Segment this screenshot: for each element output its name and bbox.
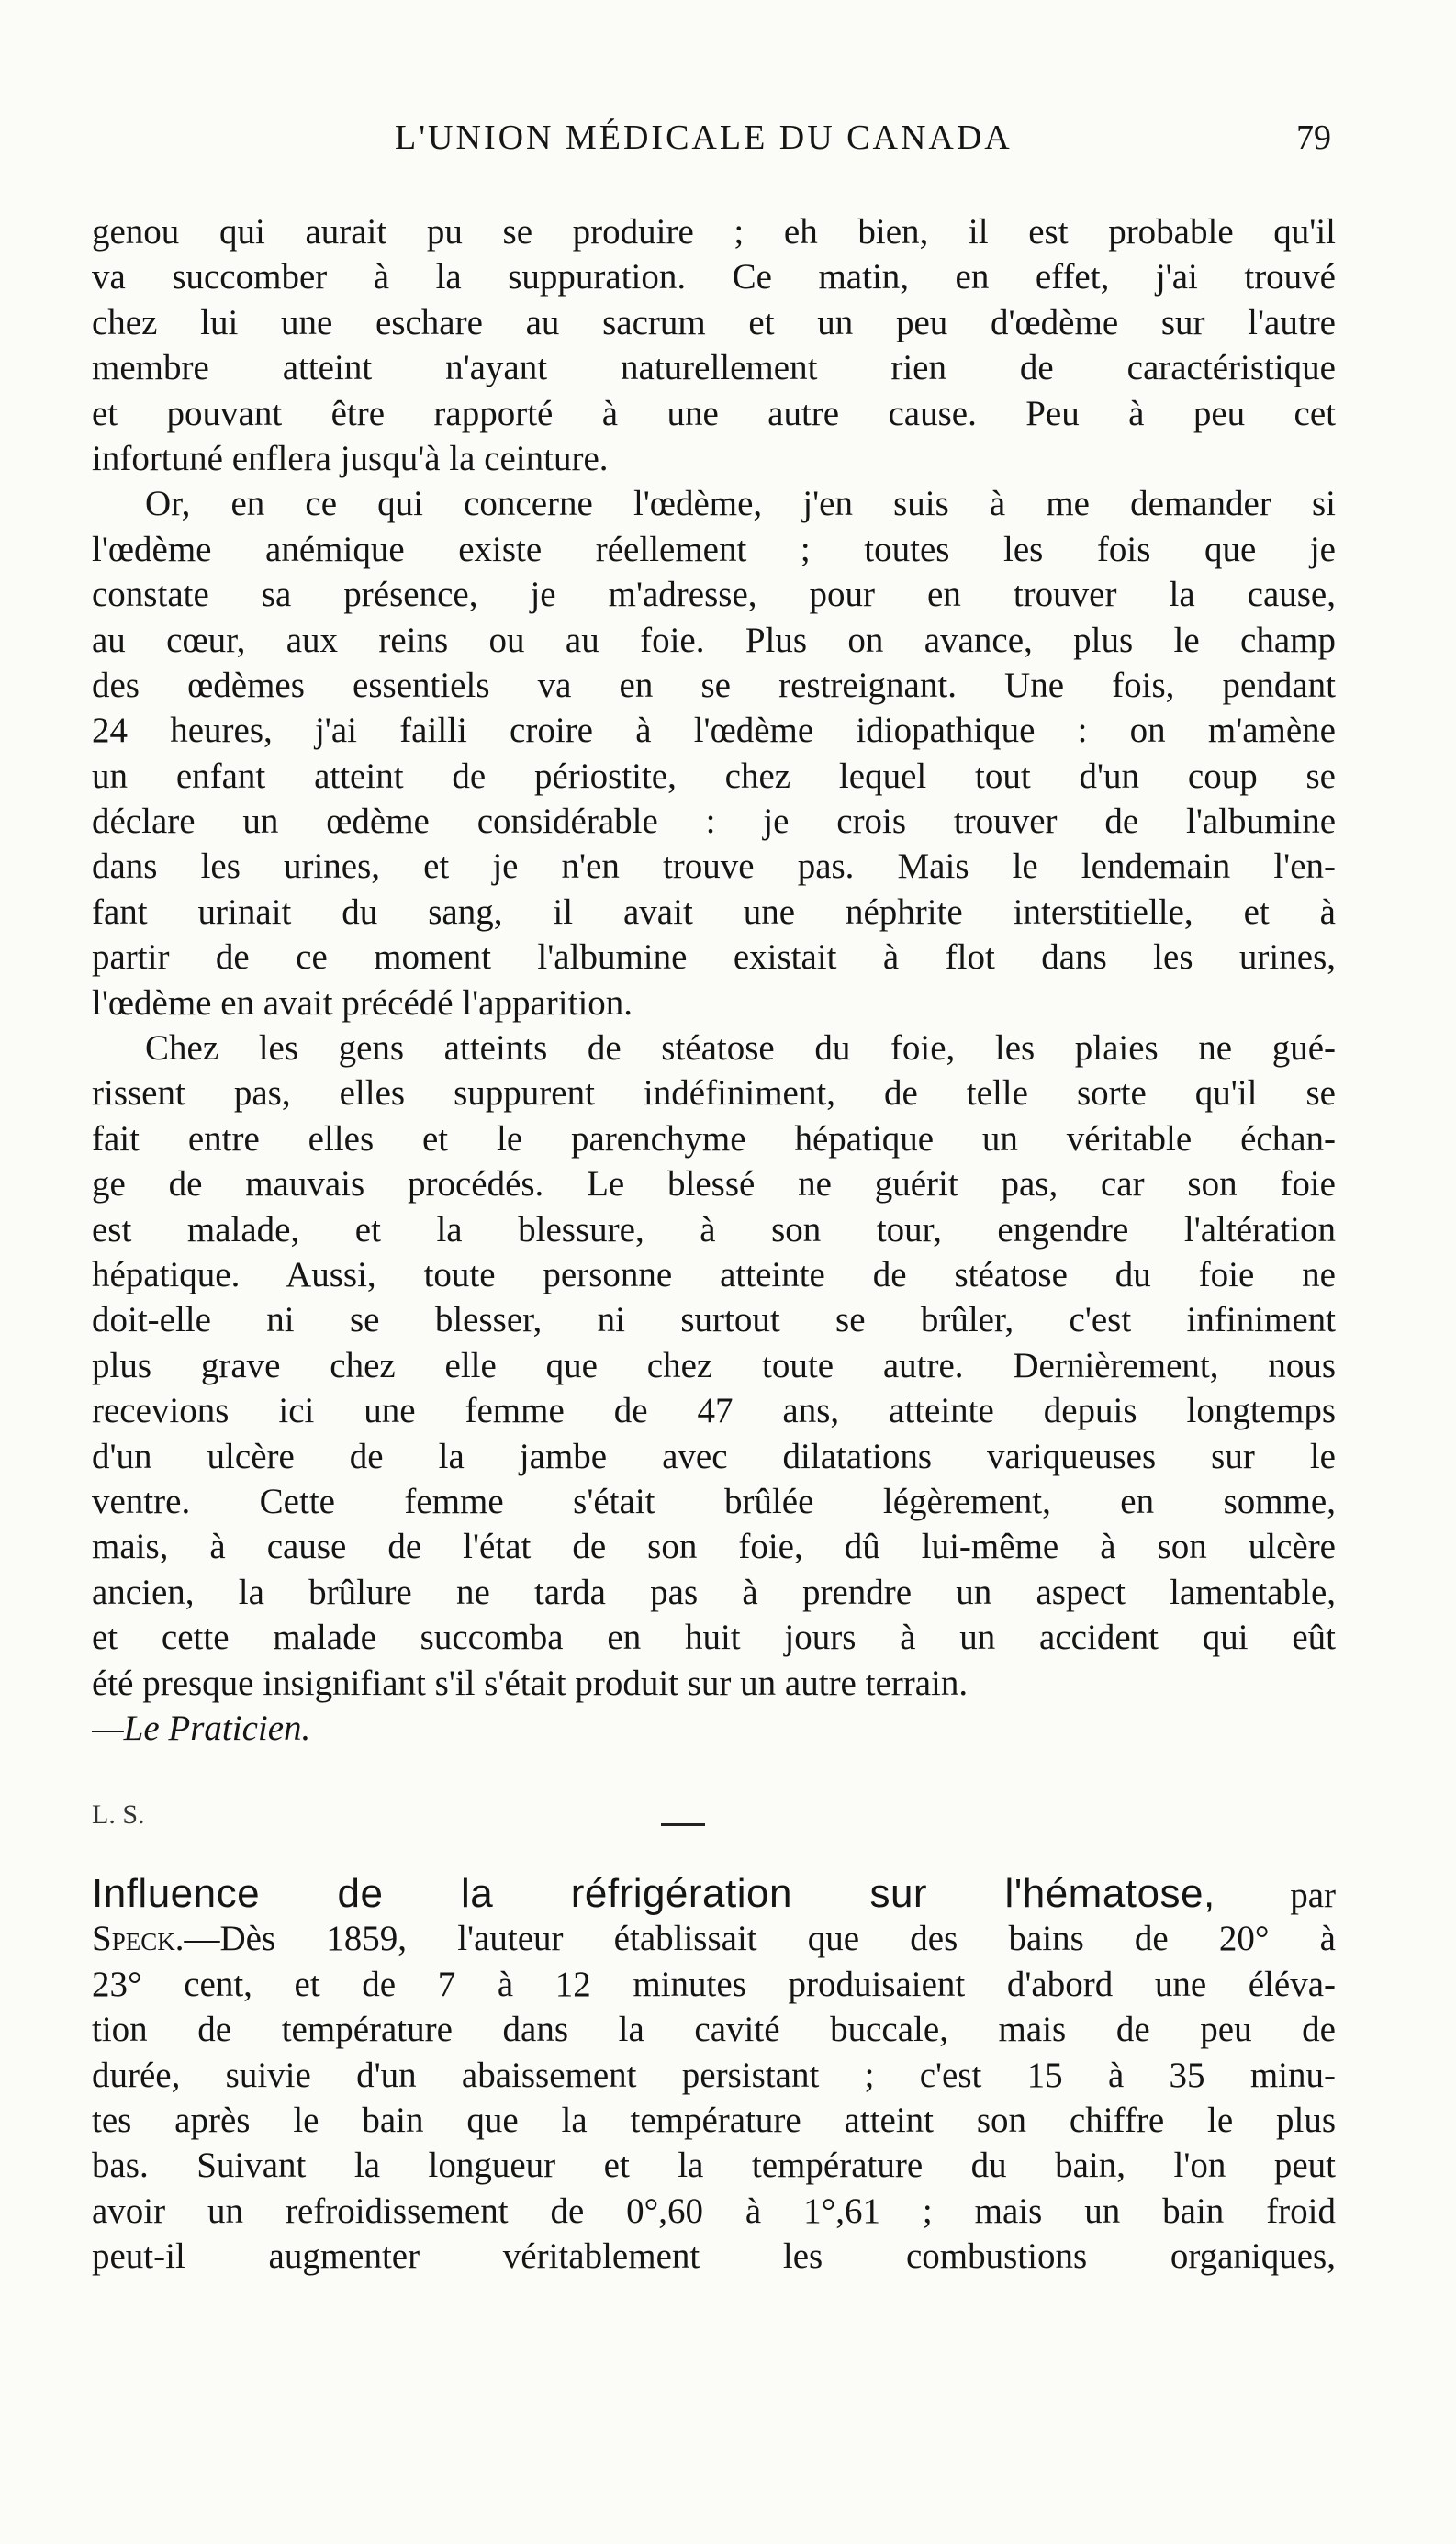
section-separator [92,1799,1336,1855]
text-line: dans les urines, et je n'en trouve pas. Mais le lendemain l'en- [92,846,1336,887]
text-line: hépatique. Aussi, toute personne atteinte de stéatose du foie ne [92,1254,1336,1294]
text-line: au cœur, aux reins ou au foie. Plus on avance, plus le champ [92,620,1336,660]
text-line: 24 heures, j'ai failli croire à l'œdème idiopathique : on m'amène [92,711,1336,751]
text-line: partir de ce moment l'albumine existait à flot dans les urines, [92,937,1336,978]
text-line: recevions ici une femme de 47 ans, atteinte depuis longtemps [92,1391,1336,1431]
text-line: Or, en ce qui concerne l'œdème, j'en suis à me demander si [145,484,1336,524]
text-line: plus grave chez elle que chez toute autre. Dernièrement, nous [92,1345,1336,1385]
text-line: et cette malade succomba en huit jours à un accident qui eût [92,1618,1336,1658]
article-author: Speck. [92,1919,185,1959]
page-header [92,118,1331,173]
text-line: fant urinait du sang, il avait une néphrite interstitielle, et à [92,891,1336,932]
text-line: durée, suivie d'un abaissement persistant ; c'est 15 à 35 minu- [92,2055,1336,2095]
text-line: rissent pas, elles suppurent indéfiniment, de telle sorte qu'il se [92,1073,1336,1114]
article-by: par [1290,1876,1336,1915]
text-line: peut-il augmenter véritablement les combustions organiques, [92,2236,1336,2277]
text-line: —Le Praticien. [92,1708,311,1748]
text-line: infortuné enflera jusqu'à la ceinture. [92,438,609,478]
text-line: constate sa présence, je m'adresse, pour en trouver la cause, [92,575,1336,615]
text-line: doit-elle ni se blesser, ni surtout se brûler, c'est infiniment [92,1300,1336,1340]
separator-fragment: L. S. [92,1799,145,1830]
text-line: est malade, et la blessure, à son tour, engendre l'altération [92,1209,1336,1250]
article-first-line: —Dès 1859, l'auteur établissait que des bains de 20° à [184,1919,1336,1959]
article-title: Influence de la réfrigération sur l'hématose, [92,1871,1215,1916]
text-line: des œdèmes essentiels va en se restreignant. Une fois, pendant [92,665,1336,705]
separator-dash [661,1823,705,1826]
text-line: l'œdème anémique existe réellement ; toutes les fois que je [92,529,1336,569]
text-line: ge de mauvais procédés. Le blessé ne guérit pas, car son foie [92,1164,1336,1205]
text-line: un enfant atteint de périostite, chez lequel tout d'un coup se [92,756,1336,796]
text-line: été presque insignifiant s'il s'était produit sur un autre terrain. [92,1663,969,1703]
page-number: 79 [1296,118,1331,157]
text-line: l'œdème en avait précédé l'apparition. [92,982,633,1023]
running-title: L'UNION MÉDICALE DU CANADA [395,118,1013,157]
text-line: tes après le bain que la température atteint son chiffre le plus [92,2100,1336,2140]
text-line: ancien, la brûlure ne tarda pas à prendre un aspect lamentable, [92,1572,1336,1612]
article-heading-line [92,1871,1336,1916]
article-body [92,209,1336,1751]
text-line: 23° cent, et de 7 à 12 minutes produisaient d'abord une éléva- [92,1964,1336,2004]
text-line: Chez les gens atteints de stéatose du foie, les plaies ne gué- [145,1028,1336,1069]
text-line: chez lui une eschare au sacrum et un peu d'œdème sur l'autre [92,302,1336,342]
text-line: tion de température dans la cavité buccale, mais de peu de [92,2010,1336,2050]
text-line: mais, à cause de l'état de son foie, dû lui-même à son ulcère [92,1527,1336,1567]
text-line: membre atteint n'ayant naturellement rien de caractéristique [92,348,1336,388]
article-influence-refrigeration [92,1871,1336,2280]
text-line: déclare un œdème considérable : je crois trouver de l'albumine [92,801,1336,842]
text-line: et pouvant être rapporté à une autre cause. Peu à peu cet [92,393,1336,433]
text-line: d'un ulcère de la jambe avec dilatations variqueuses sur le [92,1436,1336,1476]
text-line: ventre. Cette femme s'était brûlée légèrement, en somme, [92,1481,1336,1521]
text-line: va succomber à la suppuration. Ce matin, en effet, j'ai trouvé [92,257,1336,297]
text-line: bas. Suivant la longueur et la température du bain, l'on peut [92,2146,1336,2186]
article-author-line [92,1916,1336,1961]
text-line: genou qui aurait pu se produire ; eh bien, il est probable qu'il [92,212,1336,252]
text-line: avoir un refroidissement de 0°,60 à 1°,61 ; mais un bain froid [92,2191,1336,2231]
text-line: fait entre elles et le parenchyme hépatique un véritable échan- [92,1118,1336,1159]
